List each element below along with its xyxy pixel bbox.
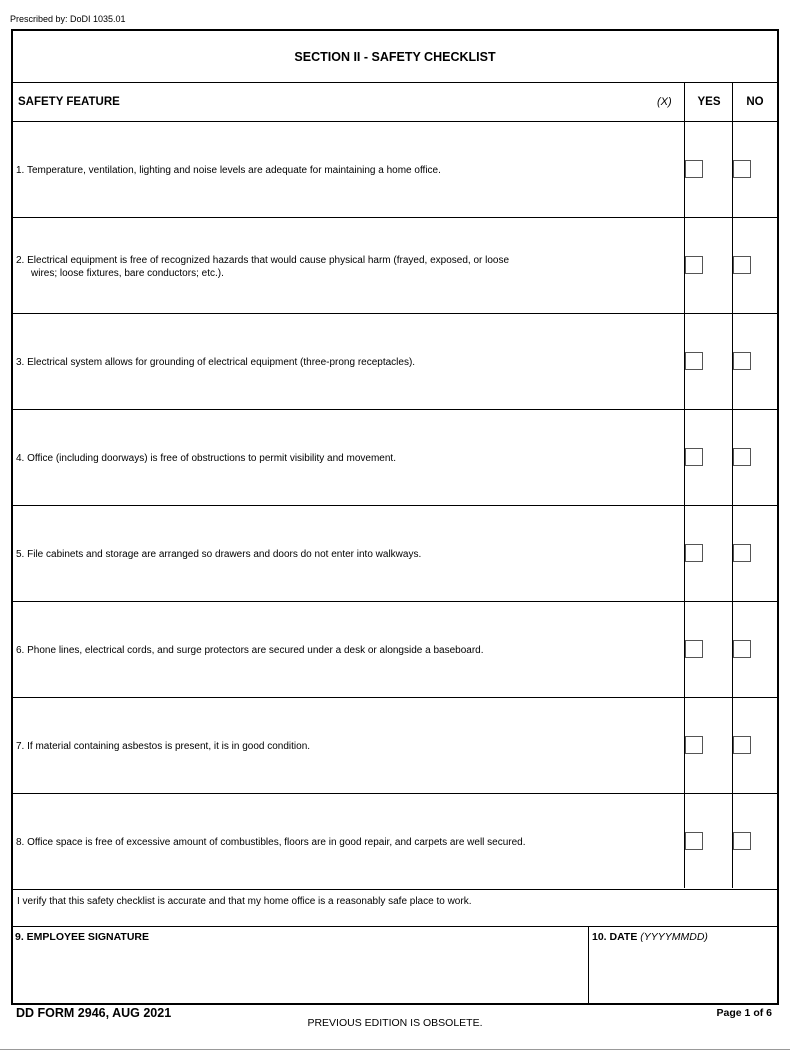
yes-checkbox[interactable] <box>685 448 703 466</box>
checklist-item-line-continued: wires; loose fixtures, bare conductors; etc.). <box>31 268 224 279</box>
checklist-item-line: 3. Electrical system allows for grounding of electrical equipment (three-prong receptacles). <box>16 357 416 368</box>
yes-checkbox[interactable] <box>685 832 703 850</box>
yes-checkbox[interactable] <box>685 256 703 274</box>
date-format-hint: (YYYYMMDD) <box>640 931 708 943</box>
checklist-row <box>13 794 777 890</box>
page-number: Page 1 of 6 <box>716 1007 772 1019</box>
yes-checkbox[interactable] <box>685 160 703 178</box>
checklist-row <box>13 410 777 506</box>
safety-feature-header: SAFETY FEATURE <box>18 96 120 108</box>
date-label <box>592 931 708 943</box>
checklist-item-text <box>16 164 589 177</box>
checklist-row <box>13 122 777 218</box>
checklist-item-text <box>16 644 589 657</box>
no-checkbox[interactable] <box>733 544 751 562</box>
checklist-item-text <box>16 548 589 561</box>
no-checkbox[interactable] <box>733 736 751 754</box>
yes-checkbox[interactable] <box>685 352 703 370</box>
no-checkbox[interactable] <box>733 352 751 370</box>
safety-checklist-form <box>11 29 779 1005</box>
date-field[interactable] <box>589 927 777 1003</box>
checklist-item-text <box>16 740 589 753</box>
no-header: NO <box>746 96 764 108</box>
yes-checkbox[interactable] <box>685 640 703 658</box>
verification-text: I verify that this safety checklist is accurate and that my home office is a reasonably safe place to work. <box>17 896 472 907</box>
no-checkbox[interactable] <box>733 256 751 274</box>
previous-edition-note: PREVIOUS EDITION IS OBSOLETE. <box>307 1017 483 1029</box>
employee-signature-label: 9. EMPLOYEE SIGNATURE <box>15 931 149 943</box>
yes-checkbox[interactable] <box>685 736 703 754</box>
no-checkbox[interactable] <box>733 160 751 178</box>
form-identifier: DD FORM 2946, AUG 2021 <box>16 1006 172 1020</box>
checklist-item-line: 1. Temperature, ventilation, lighting and noise levels are adequate for maintaining a home office. <box>16 165 441 176</box>
checklist-row <box>13 602 777 698</box>
no-checkbox[interactable] <box>733 832 751 850</box>
prescribed-by: Prescribed by: DoDI 1035.01 <box>10 14 126 24</box>
checklist-item-line: 6. Phone lines, electrical cords, and surge protectors are secured under a desk or alongside a baseboard. <box>16 645 484 656</box>
checklist-row <box>13 698 777 794</box>
column-header-row <box>13 83 777 122</box>
checklist-item-line: 4. Office (including doorways) is free of obstructions to permit visibility and movement. <box>16 453 396 464</box>
checklist-item-line: 8. Office space is free of excessive amount of combustibles, floors are in good repair, and carpets are well secured. <box>16 837 526 848</box>
checklist-item-line: 5. File cabinets and storage are arranged so drawers and doors do not enter into walkways. <box>16 549 422 560</box>
no-checkbox[interactable] <box>733 448 751 466</box>
mark-x-header: (X) <box>657 96 672 108</box>
checklist-row <box>13 218 777 314</box>
checklist-item-text <box>16 356 589 369</box>
checklist-item-line: 2. Electrical equipment is free of recognized hazards that would cause physical harm (frayed, exposed, or loose <box>16 255 510 266</box>
yes-header: YES <box>697 96 721 108</box>
checklist-row <box>13 314 777 410</box>
employee-signature-field[interactable] <box>13 927 589 1003</box>
checklist-row <box>13 506 777 602</box>
section-title: SECTION II - SAFETY CHECKLIST <box>13 31 777 83</box>
checklist-item-line: 7. If material containing asbestos is present, it is in good condition. <box>16 741 311 752</box>
page-bottom-rule <box>0 1049 790 1050</box>
no-checkbox[interactable] <box>733 640 751 658</box>
checklist-item-text <box>16 452 589 465</box>
checklist-item-text <box>16 836 589 849</box>
verification-statement <box>13 888 777 927</box>
date-label-text: 10. DATE <box>592 931 638 943</box>
yes-checkbox[interactable] <box>685 544 703 562</box>
checklist-item-text <box>16 254 589 280</box>
